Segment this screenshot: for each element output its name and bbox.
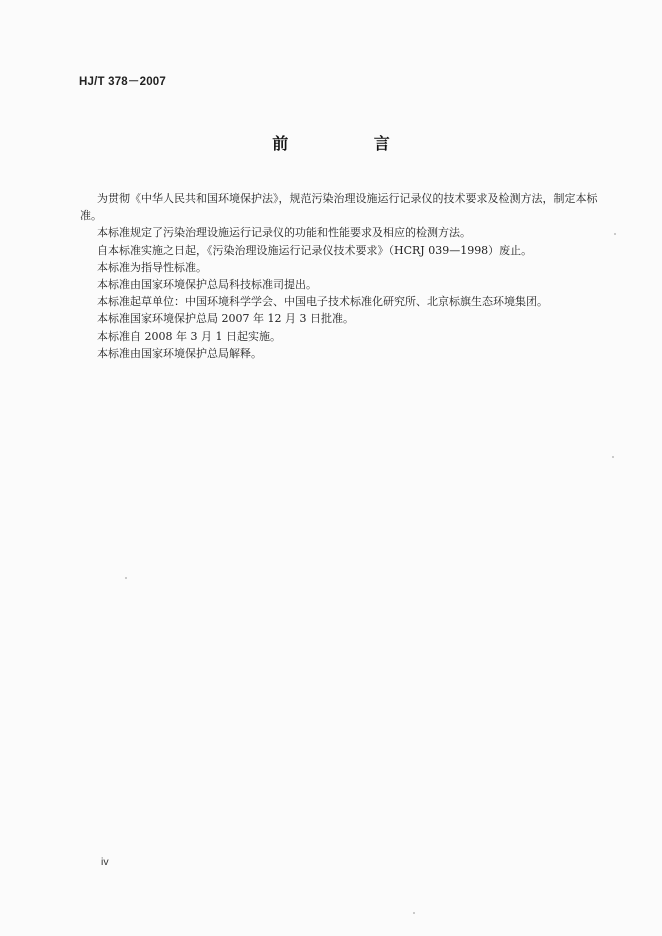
scan-speck <box>125 577 127 579</box>
preface-body <box>80 190 608 362</box>
preface-paragraph: 本标准国家环境保护总局 2007 年 12 月 3 日批准。 <box>97 312 354 326</box>
scan-speck <box>413 912 415 914</box>
preface-paragraph: 为贯彻《中华人民共和国环境保护法》，规范污染治理设施运行记录仪的技术要求及检测方法，制定本标准。 <box>80 192 598 223</box>
page-title: 前 言 <box>272 134 430 153</box>
scan-speck <box>614 233 616 235</box>
scan-speck <box>612 456 614 458</box>
preface-paragraph: 本标准起草单位：中国环境科学学会、中国电子技术标准化研究所、北京标旗生态环境集团。 <box>97 295 548 309</box>
preface-paragraph: 本标准自 2008 年 3 月 1 日起实施。 <box>97 329 281 343</box>
preface-paragraph: 本标准规定了污染治理设施运行记录仪的功能和性能要求及相应的检测方法。 <box>97 226 471 240</box>
preface-paragraph: 本标准由国家环境保护总局科技标准司提出。 <box>97 278 317 292</box>
page-number: iv <box>101 856 109 868</box>
preface-paragraph: 自本标准实施之日起，《污染治理设施运行记录仪技术要求》（HCRJ 039—1998）废止。 <box>97 243 533 257</box>
standard-code: HJ/T 378－2007 <box>79 76 166 88</box>
preface-paragraph: 本标准为指导性标准。 <box>97 260 207 274</box>
preface-paragraph: 本标准由国家环境保护总局解释。 <box>97 346 262 360</box>
